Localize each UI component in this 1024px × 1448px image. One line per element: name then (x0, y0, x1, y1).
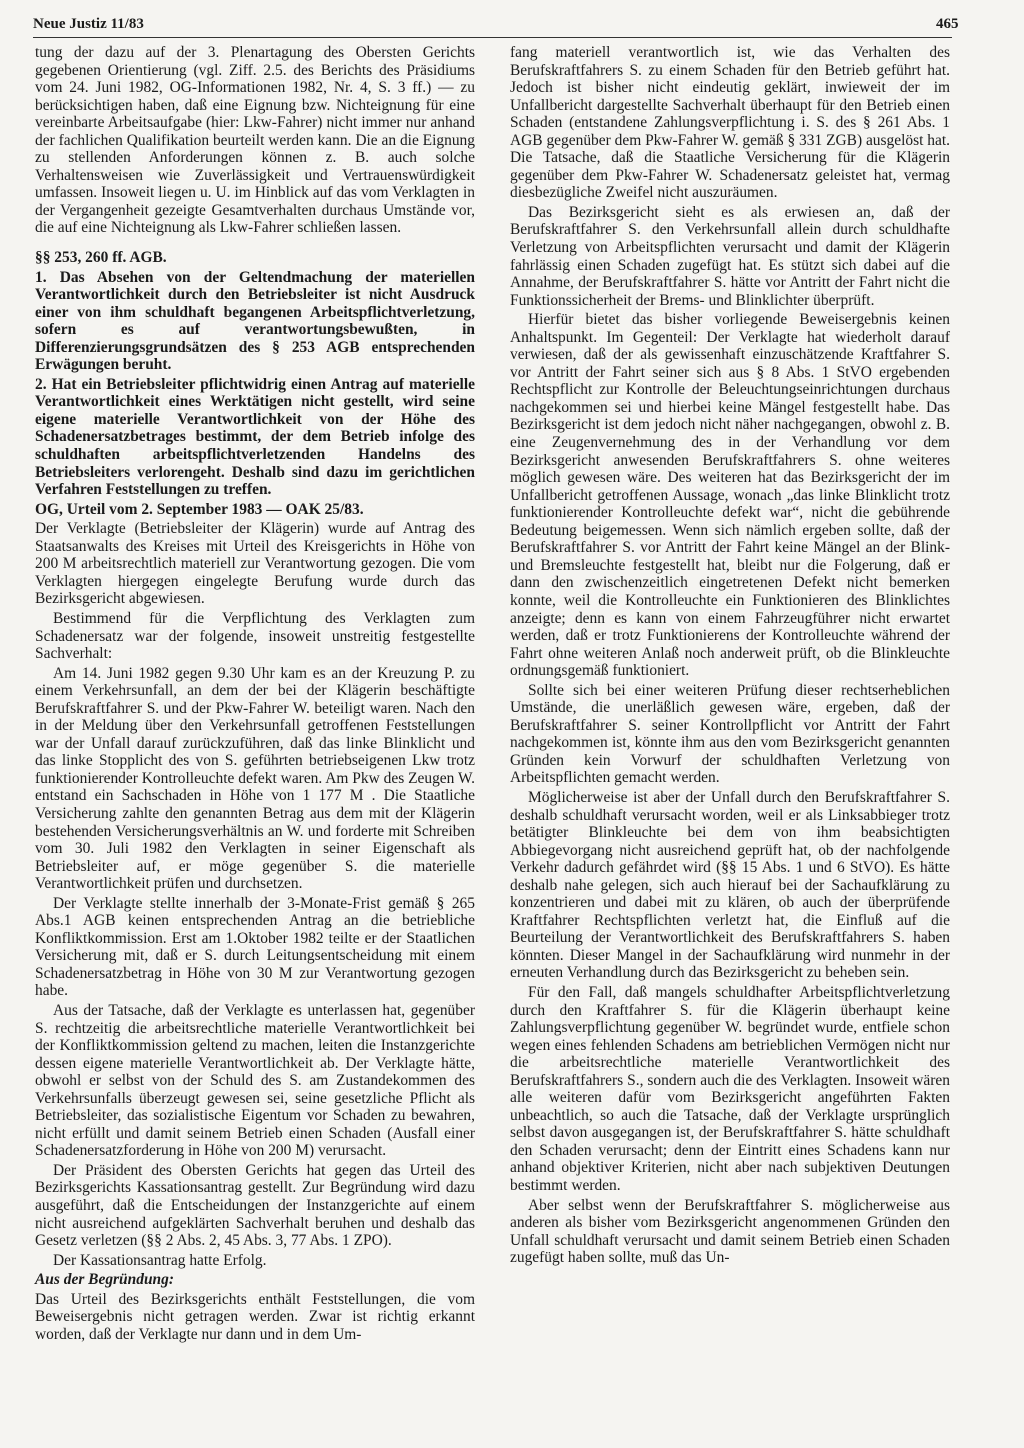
reasons-heading: Aus der Begründung: (35, 1271, 174, 1289)
header-rule (33, 37, 952, 38)
paragraph: Der Verklagte stellte innerhalb der 3-Monate-Frist gemäß § 265 Abs.1 AGB keinen entsprechenden Antrag an die betriebliche Konfliktkommission. Erst am 1.Oktober 1982 teilte er der Staatlichen Versicherung mit, daß er S. durch Leitungsentscheidung mit einem Schadenersatzbetrag in Höhe von 30 M zur Verantwortung gezogen habe. (35, 894, 475, 1000)
headnote: 1. Das Absehen von der Geltendmachung der materiellen Verantwortlichkeit durch den Betriebsleiter ist nicht Ausdruck einer von ihm schuldhaft begangenen Arbeitspflichtverletzung, sofern es auf verantwortungsbewußten, in Differenzierungsgrundsätzen des § 253 AGB entsprechenden Erwägungen beruht. (35, 268, 475, 374)
journal-header: Neue Justiz 11/83 (33, 16, 144, 32)
paragraph: Der Präsident des Obersten Gerichts hat gegen das Urteil des Bezirksgerichts Kassationsantrag gestellt. Zur Begründung wird dazu ausgeführt, daß die Entscheidungen der Instanzgerichte auf einem nicht ausreichend aufgeklärten Sachverhalt beruhen und deshalb das Gesetz verletzen (§§ 2 Abs. 2, 45 Abs. 3, 77 Abs. 1 ZPO). (35, 1161, 475, 1250)
right-column (510, 44, 950, 1269)
paragraph: Aus der Tatsache, daß der Verklagte es unterlassen hat, gegenüber S. rechtzeitig die arbeitsrechtliche materielle Verantwortlichkeit bei der Konfliktkommission geltend zu machen, leiten die Instanzgerichte dessen eigene materielle Verantwortlichkeit ab. Der Verklagte hätte, obwohl er selbst von der Schuld des S. am Zustandekommen des Verkehrsunfalls überzeugt gewesen sei, seine gesetzliche Pflicht als Betriebsleiter, das sozialistische Eigentum vor Schaden zu bewahren, nicht erfüllt und damit seinem Betrieb einen Schaden (Ausfall einer Schadenersatzforderung in Höhe von 200 M) verursacht. (35, 1001, 475, 1160)
paragraph: Für den Fall, daß mangels schuldhafter Arbeitspflichtverletzung durch den Kraftfahrer S. für die Klägerin überhaupt keine Zahlungsverpflichtung gegenüber W. begründet wurde, entfiele schon wegen eines fehlenden Schadens am betrieblichen Vermögen nicht nur die arbeitsrechtliche materielle Verantwortlichkeit des Berufskraftfahrers S., sondern auch die des Verklagten. Insoweit wären alle weiteren dafür vom Bezirksgericht angeführten Fakten unbeachtlich, so auch die Tatsache, daß der Verklagte ursprünglich selbst davon ausgegangen ist, der Berufskraftfahrer S. hätte schuldhaft den Schaden verursacht; denn der Eintritt eines Schadens kann nur anhand objektiver Kriterien, nicht aber nach subjektiven Deutungen bestimmt werden. (510, 983, 950, 1194)
decision-citation: OG, Urteil vom 2. September 1983 — OAK 25/83. (35, 500, 364, 518)
paragraph: tung der dazu auf der 3. Plenartagung des Obersten Gerichts gegebenen Orientierung (vgl. Ziff. 2.5. des Berichts des Präsidiums vom 24. Juni 1982, OG-Informationen 1982, Nr. 4, S. 3 ff.) — zu berücksichtigen haben, daß eine Eignung bzw. Nichteignung für eine vereinbarte Arbeitsaufgabe (hier: Lkw-Fahrer) nicht immer nur anhand der fachlichen Qualifikation beurteilt werden kann. Die an die Eignung zu stellenden Anforderungen können z. B. auch solche Verhaltensweisen wie Zuverlässigkeit und Vertrauenswürdigkeit umfassen. Insoweit liegen u. U. im Hinblick auf das vom Verklagten in der Vergangenheit gezeigte Gesamtverhalten durchaus Umstände vor, die auf eine Nichteignung als Lkw-Fahrer schließen lassen. (35, 44, 475, 237)
paragraph: Am 14. Juni 1982 gegen 9.30 Uhr kam es an der Kreuzung P. zu einem Verkehrsunfall, an dem der bei der Klägerin beschäftigte Berufskraftfahrer S. und der Pkw-Fahrer W. beteiligt waren. Nach den in der Meldung über den Verkehrsunfall getroffenen Feststellungen war der Unfall darauf zurückzuführen, daß das linke Blinklicht und das linke Stopplicht des von S. geführten betriebseigenen Lkw trotz funktionierender Kontrolleuchte defekt waren. Am Pkw des Zeugen W. entstand ein Sachschaden in Höhe von 1 177 M . Die Staatliche Versicherung zahlte den genannten Betrag aus dem mit der Klägerin bestehenden Versicherungsverhältnis an W. und forderte mit Schreiben vom 30. Juli 1982 den Verklagten in seiner Eigenschaft als Betriebsleiter auf, er möge gegenüber S. die materielle Verantwortlichkeit prüfen und durchsetzen. (35, 664, 475, 893)
paragraph: Aber selbst wenn der Berufskraftfahrer S. möglicherweise aus anderen als bisher vom Bezirksgericht angenommenen Gründen den Unfall schuldhaft verursacht und damit seinem Betrieb einen Schaden zugefügt haben sollte, muß das Un- (510, 1196, 950, 1267)
page-number: 465 (936, 16, 959, 32)
paragraph: Das Urteil des Bezirksgerichts enthält Feststellungen, die vom Beweisergebnis nicht getragen werden. Zwar ist richtig erkannt worden, daß der Verklagte nur dann und in dem Um- (35, 1290, 475, 1343)
paragraph: Sollte sich bei einer weiteren Prüfung dieser rechtserheblichen Umstände, die unerläßlich gewesen wäre, ergeben, daß der Berufskraftfahrer S. seiner Kontrollpflicht vor Antritt der Fahrt nachgekommen ist, könnte ihm aus den vom Bezirksgericht genannten Gründen kein Vorwurf der schuldhaften Verletzung von Arbeitspflichten gemacht werden. (510, 681, 950, 787)
paragraph: Der Kassationsantrag hatte Erfolg. (53, 1251, 267, 1269)
spacer (35, 239, 475, 249)
left-column (35, 44, 475, 1345)
paragraph: Möglicherweise ist aber der Unfall durch den Berufskraftfahrer S. deshalb schuldhaft verursacht worden, weil er als Linksabbieger trotz betätigter Blinkleuchte bei dem von ihm beabsichtigten Abbiegevorgang nicht ausreichend geprüft hat, ob der nachfolgende Verkehr dadurch gefährdet wird (§§ 15 Abs. 1 und 6 StVO). Es hätte deshalb nahe gelegen, sich auch hierauf bei der Sachaufklärung zu konzentrieren und dabei mit zu klären, ob auch der überprüfende Kraftfahrer Rechtspflichten verletzt hat, die Einfluß auf die Beurteilung der Verantwortlichkeit des Berufskraftfahrers S. haben könnten. Dieser Mangel in der Sachaufklärung wird nunmehr in der erneuten Verhandlung durch das Bezirksgericht zu beheben sein. (510, 788, 950, 982)
headnote: 2. Hat ein Betriebsleiter pflichtwidrig einen Antrag auf materielle Verantwortlichkeit eines Werktätigen nicht gestellt, wird seine eigene materielle Verantwortlichkeit von der Höhe des Schadenersatzbetrages bestimmt, der dem Betrieb infolge des schuldhaften arbeitspflichtverletzenden Handelns des Betriebsleiters verlorengeht. Deshalb sind dazu im gerichtlichen Verfahren Feststellungen zu treffen. (35, 375, 475, 499)
paragraph: fang materiell verantwortlich ist, wie das Verhalten des Berufskraftfahrers S. zu einem Schaden für den Betrieb geführt hat. Jedoch ist bisher nicht eindeutig geklärt, inwieweit der im Unfallbericht dargestellte Sachverhalt überhaupt für den Betrieb einen Schaden (entstandene Zahlungsverpflichtung i. S. des § 261 Abs. 1 AGB gegenüber dem Pkw-Fahrer W. gemäß § 331 ZGB) ausgelöst hat. Die Tatsache, daß die Staatliche Versicherung für die Klägerin gegenüber dem Pkw-Fahrer W. Schadenersatz geleistet hat, vermag diesbezügliche Zweifel nicht auszuräumen. (510, 44, 950, 202)
paragraph: Hierfür bietet das bisher vorliegende Beweisergebnis keinen Anhaltspunkt. Im Gegenteil: Der Verklagte hat wiederholt darauf verwiesen, daß der als gewissenhaft einzuschätzende Kraftfahrer S. vor Antritt der Fahrt seiner sich aus § 8 Abs. 1 StVO ergebenden Rechtspflicht zur Kontrolle der Beleuchtungseinrichtungen durchaus nachgekommen sei und hierbei keine Mängel festgestellt habe. Das Bezirksgericht ist dem jedoch nicht näher nachgegangen, obwohl z. B. eine Zeugenvernehmung des in der Verhandlung vor dem Bezirksgericht anwesenden Berufskraftfahrers S. ohne weiteres möglich gewesen wäre. Des weiteren hat das Bezirksgericht der im Unfallbericht getroffenen Aussage, wonach „das linke Blinklicht trotz funktionierender Kontrolleuchte defekt war“, nicht die gebührende Bedeutung beigemessen. Wenn sich nämlich ergeben sollte, daß der Berufskraftfahrer S. vor Antritt der Fahrt keine Mängel an der Blink- und Bremsleuchte festgestellt hat, bleibt nur die Folgerung, daß er dann den zwischenzeitlich eingetretenen Defekt nicht bemerken konnte, weil die Kontrolleuchte ein Funktionieren des Blinklichtes anzeigte; denn es kann von einem Fahrzeugführer nicht erwartet werden, daß er trotz Funktionierens der Kontrolleuchte während der Fahrt ohne weiteren Anlaß noch anderweit prüft, ob die Blinkleuchte ordnungsgemäß funktioniert. (510, 311, 950, 680)
law-reference: §§ 253, 260 ff. AGB. (35, 249, 167, 267)
paragraph: Der Verklagte (Betriebsleiter der Klägerin) wurde auf Antrag des Staatsanwalts des Kreises mit Urteil des Kreisgerichts in Höhe von 200 M arbeitsrechtlich materiell zur Verantwortung gezogen. Die vom Verklagten hiergegen eingelegte Berufung wurde durch das Bezirksgericht abgewiesen. (35, 520, 475, 608)
paragraph: Bestimmend für die Verpflichtung des Verklagten zum Schadenersatz war der folgende, insoweit unstreitig festgestellte Sachverhalt: (35, 609, 475, 663)
paragraph: Das Bezirksgericht sieht es als erwiesen an, daß der Berufskraftfahrer S. den Verkehrsunfall allein durch schuldhafte Verletzung von Arbeitspflichten verursacht und damit der Klägerin fahrlässig einen Schaden zugefügt hat. Es stützt sich dabei auf die Annahme, der Berufskraftfahrer S. hätte vor Antritt der Fahrt nicht die Funktionssicherheit der Brems- und Blinklichter überprüft. (510, 203, 950, 309)
